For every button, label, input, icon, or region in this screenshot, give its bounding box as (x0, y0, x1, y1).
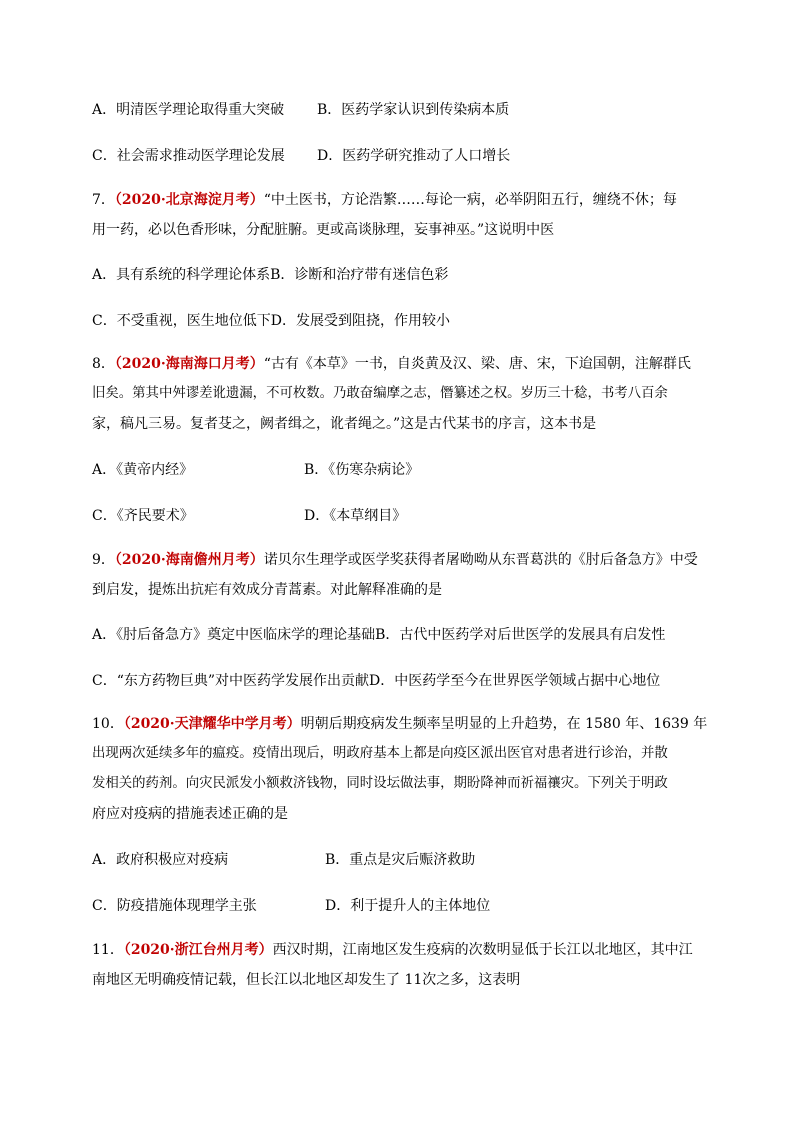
q6-option-c: C．社会需求推动医学理论发展 (92, 148, 285, 164)
q7-number: 7． (92, 192, 115, 208)
q7-option-a (92, 265, 448, 285)
q9-option-a (92, 625, 665, 645)
q7-stem-text-1: “中土医书，方论浩繁……每论一病，必举阴阳五行，缠绕不休；每 (263, 192, 677, 208)
q7-stem-line-1 (92, 190, 677, 210)
q9-option-c-text: C．“东方药物巨典”对中医药学发展作出贡献 (92, 673, 370, 689)
q8-option-b: B．《伤寒杂病论》 (304, 462, 420, 478)
q11-stem-line-2: 南地区无明确疫情记载，但长江以北地区却发生了 11次之多，这表明 (92, 972, 521, 988)
q7-option-d-text: D．发展受到阻挠，作用较小 (270, 313, 450, 329)
q8-source-tag: （2020·海南海口月考） (114, 356, 264, 372)
q10-stem-line-4: 府应对疫病的措施表述正确的是 (92, 806, 288, 822)
q7-option-b-text: B．诊断和治疗带有迷信色彩 (270, 267, 449, 283)
q8-stem-line-3: 家，稿凡三易。复者芟之，阙者缉之，讹者绳之。”这是古代某书的序言，这本书是 (92, 416, 597, 432)
q8-option-d: D．《本草纲目》 (304, 508, 407, 524)
q8-option-c: C．《齐民要术》 (92, 508, 194, 524)
q11-number: 11． (92, 942, 124, 958)
q11-source-tag: （2020·浙江台州月考） (123, 942, 273, 958)
q6-option-d: D．医药学研究推动了人口增长 (317, 148, 511, 164)
q11-stem-line-1 (92, 940, 693, 960)
q9-number: 9． (92, 552, 115, 568)
q7-source-tag: （2020·北京海淀月考） (114, 192, 264, 208)
q9-stem-line-1 (92, 550, 698, 570)
q8-stem-line-2: 旧矣。第其中舛谬差讹遗漏，不可枚数。乃敢奋编摩之志，僭纂述之权。岁历三十稔，书考八百余 (92, 386, 668, 401)
q9-option-d-text: D．中医药学至今在世界医学领域占据中心地位 (369, 673, 661, 689)
q10-option-d: D．利于提升人的主体地位 (325, 898, 491, 914)
q9-stem-line-2: 到启发，提炼出抗疟有效成分青蒿素。对此解释准确的是 (92, 582, 442, 598)
q8-option-a: A．《黄帝内经》 (92, 462, 194, 478)
q8-stem-line-1 (92, 354, 691, 374)
q9-source-tag: （2020·海南儋州月考） (114, 552, 264, 568)
q11-stem-text-1: 西汉时期，江南地区发生疫病的次数明显低于长江以北地区，其中江 (272, 942, 693, 958)
q10-stem-line-2: 出现两次延续多年的瘟疫。疫情出现后，明政府基本上都是向疫区派出医官对患者进行诊治，并散 (92, 746, 668, 761)
q10-option-b: B．重点是灾后赈济救助 (325, 852, 476, 868)
q8-stem-text-1: “古有《本草》一书，自炎黄及汉、梁、唐、宋，下迨国朝，注解群氏 (263, 356, 691, 372)
q7-option-a-text: A．具有系统的科学理论体系 (92, 267, 271, 283)
q9-stem-text-1: 诺贝尔生理学或医学奖获得者屠呦呦从东晋葛洪的《肘后备急方》中受 (263, 552, 698, 568)
q10-number: 10． (92, 716, 124, 732)
q6-option-a: A．明清医学理论取得重大突破 (92, 102, 285, 118)
q10-option-a: A．政府积极应对疫病 (92, 852, 229, 868)
q7-option-c (92, 311, 450, 331)
q10-source-tag: （2020·天津耀华中学月考） (123, 716, 301, 732)
q10-stem-line-1 (92, 714, 707, 734)
q9-option-b-text: B．古代中医药学对后世医学的发展具有启发性 (375, 627, 666, 643)
q9-option-a-text: A．《肘后备急方》奠定中医临床学的理论基础 (92, 627, 376, 643)
q10-stem-text-1: 明朝后期疫病发生频率呈明显的上升趋势，在 1580 年、1639 年 (300, 716, 708, 732)
q7-stem-line-2: 用一药，必以色香形味，分配脏腑。更或高谈脉理，妄事神巫。”这说明中医 (92, 222, 555, 238)
q9-option-c (92, 671, 660, 691)
q10-option-c: C．防疫措施体现理学主张 (92, 898, 257, 914)
q6-option-b: B．医药学家认识到传染病本质 (317, 102, 510, 118)
q7-option-c-text: C．不受重视，医生地位低下 (92, 313, 271, 329)
q8-number: 8． (92, 356, 115, 372)
q10-stem-line-3: 发相关的药剂。向灾民派发小额救济钱物，同时设坛做法事，期盼降神而祈福禳灾。下列关于明政 (92, 776, 668, 791)
